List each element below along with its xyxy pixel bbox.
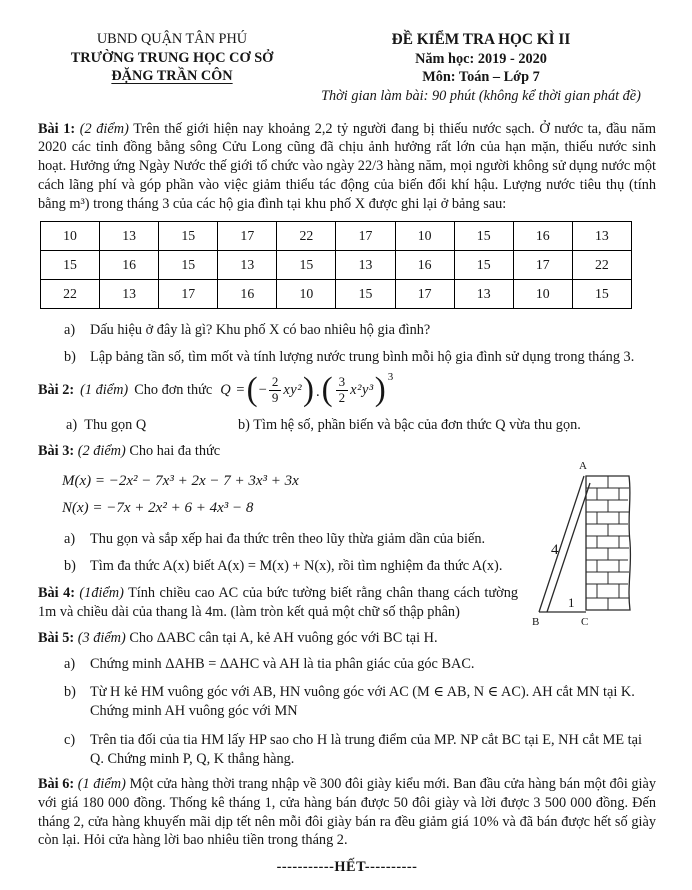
problem-5-label: Bài 5: <box>38 629 75 646</box>
point-a-label: A <box>579 460 587 473</box>
org-name: UBND QUẬN TÂN PHÚ <box>96 31 248 47</box>
problem-5-part-a <box>64 655 656 674</box>
part-text: Dấu hiệu ở đây là gì? Khu phố X có bao nhiêu hộ gia đình? <box>90 321 431 338</box>
table-cell: 15 <box>41 250 100 279</box>
table-cell: 15 <box>454 250 513 279</box>
problem-5-intro: Cho ΔABC cân tại A, kẻ AH vuông góc với BC tại H. <box>129 629 438 646</box>
problem-6-points: (1 điểm) <box>77 775 126 792</box>
table-cell: 10 <box>513 279 572 308</box>
part-marker: c) <box>64 732 76 749</box>
problem-3-points: (2 điểm) <box>77 443 126 460</box>
table-cell: 15 <box>277 250 336 279</box>
table-cell: 17 <box>336 221 395 250</box>
table-cell: 13 <box>100 279 159 308</box>
table-cell: 17 <box>159 279 218 308</box>
table-cell: 22 <box>41 279 100 308</box>
part-marker: a) <box>64 321 76 338</box>
problem-5-points: (3 điểm) <box>77 629 126 646</box>
problem-2-parts <box>66 416 656 435</box>
part-marker: b) <box>64 684 76 701</box>
table-cell: 10 <box>395 221 454 250</box>
table-cell: 13 <box>336 250 395 279</box>
table-cell: 15 <box>336 279 395 308</box>
problem-3-intro: Cho hai đa thức <box>129 443 221 460</box>
problem-3-part-a <box>64 530 518 549</box>
part-text: Trên tia đối của tia HM lấy HP sao cho H là trung điểm của MP. NP cắt BC tại E, NH cắt ME tại Q. Chứng minh P, Q, K thẳng hàng. <box>90 732 642 767</box>
table-cell: 15 <box>572 279 631 308</box>
table-cell: 15 <box>454 221 513 250</box>
problem-5-part-c <box>64 731 656 769</box>
brick-wall <box>586 476 630 610</box>
problem-1-part-a <box>64 321 656 340</box>
problem-1-label: Bài 1: <box>38 120 76 137</box>
table-cell: 15 <box>159 250 218 279</box>
school-type: TRƯỜNG TRUNG HỌC CƠ SỞ <box>70 49 274 66</box>
table-cell: 17 <box>513 250 572 279</box>
ladder-wall-drawing <box>526 454 656 632</box>
end-marker: -----------HẾT---------- <box>276 859 418 876</box>
table-row <box>41 250 632 279</box>
exam-title: ĐỀ KIỂM TRA HỌC KÌ II <box>391 31 571 48</box>
water-usage-table <box>40 221 632 309</box>
problem-4-label: Bài 4: <box>38 584 75 601</box>
part-text: Lập bảng tần số, tìm mốt và tính lượng nước trung bình mỗi hộ gia đình sử dụng trong tháng 3. <box>90 348 635 365</box>
point-b-label: B <box>532 616 540 629</box>
minus-sign: − <box>258 381 267 398</box>
problem-2-part-a: a) Thu gọn Q <box>66 416 147 433</box>
table-cell: 10 <box>277 279 336 308</box>
problem-6-text: Một cửa hàng thời trang nhập về 300 đôi giày kiểu mới. Ban đầu cửa hàng bán một đôi giày với giá 180 000 đồng. Thống kê tháng 1, cửa hàng bán được 50 đôi giày và lời được 3 500 000 đồng. Đến tháng 2, cửa hàng khuyến mãi dịp tết nên mỗi đôi giày bán ra đều giảm giá 10% và đã bán được hết số giày còn lại. Hỏi cửa hàng lời bao nhiêu tiền trong tháng 2. <box>38 775 657 849</box>
part-text: Tìm đa thức A(x) biết A(x) = M(x) + N(x), rồi tìm nghiệm đa thức A(x). <box>90 558 503 575</box>
header-left-block <box>38 30 306 106</box>
point-c-label: C <box>581 616 589 629</box>
polynomial-m: M(x) = −2x² − 7x³ + 2x − 7 + 3x³ + 3x <box>62 473 299 490</box>
problem-2-label: Bài 2: <box>38 381 75 398</box>
header-right-block <box>306 30 656 106</box>
problem-2-points: (1 điểm) <box>80 381 129 398</box>
table-row <box>41 279 632 308</box>
problem-5-part-b <box>64 683 656 721</box>
problem-3-label: Bài 3: <box>38 443 75 460</box>
document-header <box>38 30 656 106</box>
table-cell: 15 <box>159 221 218 250</box>
table-cell: 22 <box>277 221 336 250</box>
problem-1-part-b <box>64 348 656 367</box>
table-cell: 13 <box>454 279 513 308</box>
ladder-wall-figure <box>526 454 656 632</box>
ladder-length-label: 4 <box>551 542 559 559</box>
problem-4-text: Tính chiều cao AC của bức tường biết rằng chân thang cách tường 1m và chiều dài của thang là 4m. (làm tròn kết quả một chữ số thập phân) <box>38 584 518 620</box>
table-cell: 13 <box>572 221 631 250</box>
problem-1-statement <box>38 120 656 214</box>
problem-1-points: (2 điểm) <box>79 120 129 137</box>
table-row <box>41 221 632 250</box>
duration: Thời gian làm bài: 90 phút (không kể thời gian phát đề) <box>321 88 641 105</box>
problem-1-text: Trên thế giới hiện nay khoảng 2,2 tỷ người đang bị thiếu nước sạch. Ở nước ta, đầu năm 2020 các tỉnh đồng bằng sông Cửu Long cũng đã chịu ảnh hưởng rất lớn của hạn mặn, thiếu nước sinh hoạt. Hưởng ứng Ngày Nước thế giới tổ chức vào ngày 22/3 hàng năm, mọi người không sử dụng nước một cách lãng phí và góp phần vào việc giảm thiểu tác động của biến đổi khí hậu. Lượng nước tiêu thụ (tính bằng m³) trong tháng 3 của các hộ gia đình tại khu phố X được ghi lại ở bảng sau: <box>38 120 656 213</box>
table-cell: 16 <box>218 279 277 308</box>
variables: xy² <box>283 381 303 398</box>
school-year: Năm học: 2019 - 2020 <box>415 50 547 67</box>
table-cell: 17 <box>395 279 454 308</box>
fraction: $\frac{3}{2}$ <box>336 375 349 406</box>
school-name: ĐẶNG TRẦN CÔN <box>111 68 233 85</box>
problem-2-part-b: b) Tìm hệ số, phần biến và bậc của đơn thức Q vừa thu gọn. <box>238 416 581 433</box>
monomial-formula: Q = ( − $\frac{2}{9}$ xy² ) . ( $\frac{3}{2}$ x²y³ ) 3 <box>220 370 394 409</box>
problem-3-part-b <box>64 557 518 576</box>
table-cell: 16 <box>100 250 159 279</box>
problem-2-statement <box>38 370 656 409</box>
ladder <box>539 476 590 612</box>
subject: Môn: Toán – Lớp 7 <box>422 69 540 86</box>
fraction: $\frac{2}{9}$ <box>269 375 282 406</box>
table-cell: 16 <box>513 221 572 250</box>
multiply-dot: . <box>316 383 320 400</box>
part-marker: b) <box>64 558 76 575</box>
problem-4-points: (1điểm) <box>79 584 124 601</box>
part-text: Từ H kẻ HM vuông góc với AB, HN vuông góc với AC (M ∈ AB, N ∈ AC). AH cắt MN tại K. Chứng minh AH vuông góc với MN <box>90 684 635 720</box>
base-length-label: 1 <box>568 595 575 611</box>
part-text: Thu gọn và sắp xếp hai đa thức trên theo lũy thừa giảm dần của biến. <box>90 531 486 548</box>
table-cell: 22 <box>572 250 631 279</box>
brick-joints <box>597 476 619 610</box>
part-marker: a) <box>64 531 76 548</box>
polynomial-n: N(x) = −7x + 2x² + 6 + 4x³ − 8 <box>62 500 254 517</box>
table-cell: 17 <box>218 221 277 250</box>
problem-6-label: Bài 6: <box>38 775 75 792</box>
table-cell: 10 <box>41 221 100 250</box>
part-marker: b) <box>64 348 76 365</box>
table-cell: 13 <box>218 250 277 279</box>
part-text: Chứng minh ΔAHB = ΔAHC và AH là tia phân giác của góc BAC. <box>90 655 475 672</box>
exponent: 3 <box>387 370 394 383</box>
formula-lhs: Q = <box>220 381 246 398</box>
problem-6-statement <box>38 775 656 850</box>
problem-2-intro: Cho đơn thức <box>134 381 213 398</box>
part-marker: a) <box>64 655 76 672</box>
table-cell: 13 <box>100 221 159 250</box>
table-cell: 16 <box>395 250 454 279</box>
variables: x²y³ <box>350 381 374 398</box>
